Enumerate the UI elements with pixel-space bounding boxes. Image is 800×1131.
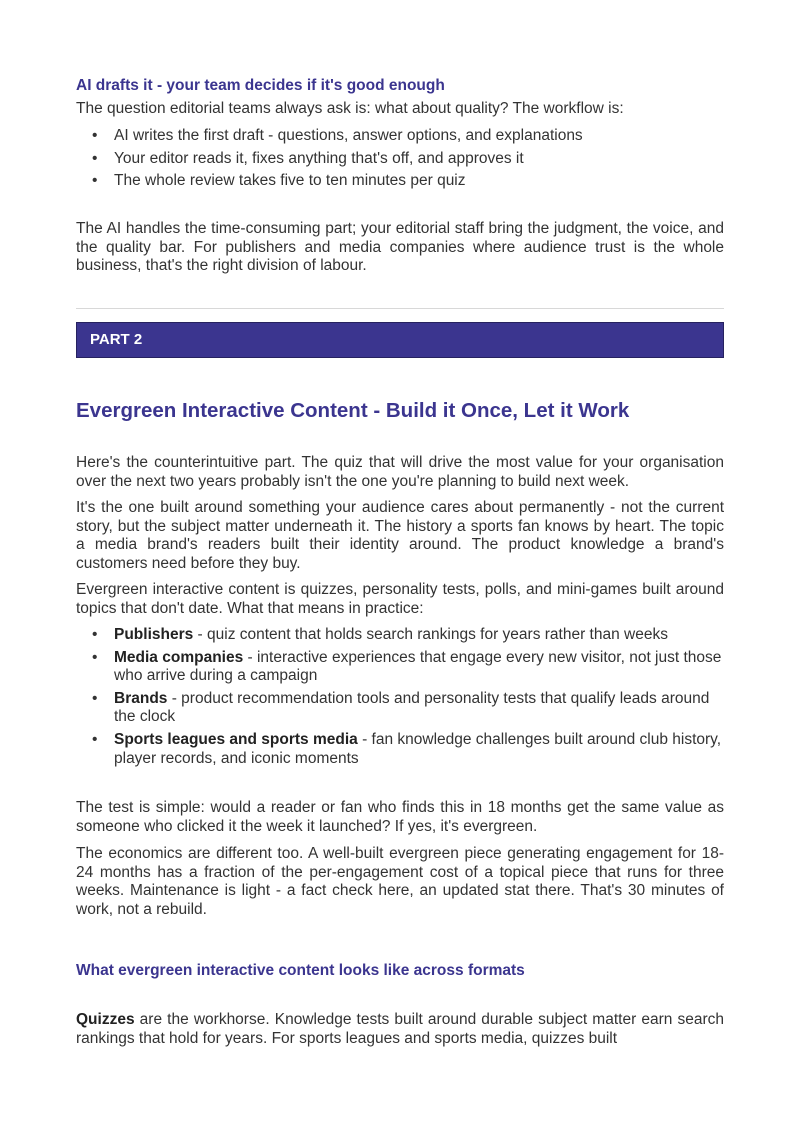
list-item: • AI writes the first draft - questions, answer options, and explanations xyxy=(92,127,583,144)
list-item: • Sports leagues and sports media - fan knowledge challenges built around club history, player records, and iconic moments xyxy=(92,730,722,767)
paragraph: It's the one built around something your audience cares about permanently - not the current story, but the subject matter underneath it. The history a sports fan knows by heart. The topic a media brand's readers built their identity around. The product knowledge a brand's customers need before they buy. xyxy=(76,499,724,572)
list-item: • Media companies - interactive experiences that engage every new visitor, not just those who arrive during a campaign xyxy=(92,648,722,685)
bullet-icon: • xyxy=(92,149,98,167)
section-divider xyxy=(76,308,724,309)
paragraph: Quizzes are the workhorse. Knowledge tests built around durable subject matter earn search rankings that hold for years. For sports leagues and sports media, quizzes built xyxy=(76,1011,724,1047)
part-label: PART 2 xyxy=(90,331,143,348)
bullet-icon: • xyxy=(92,626,98,643)
section-heading-ai-drafts: AI drafts it - your team decides if it's good enough xyxy=(76,77,445,94)
section-heading-formats: What evergreen interactive content looks like across formats xyxy=(76,962,525,979)
bullet-icon: • xyxy=(92,730,98,748)
part-banner xyxy=(76,322,724,358)
list-item: • Your editor reads it, fixes anything that's off, and approves it xyxy=(92,149,524,167)
paragraph: The test is simple: would a reader or fan who finds this in 18 months get the same value as someone who clicked it the week it launched? If yes, it's evergreen. xyxy=(76,799,724,835)
bullet-icon: • xyxy=(92,689,98,707)
audience-list xyxy=(76,626,724,768)
paragraph-closing: The AI handles the time-consuming part; your editorial staff bring the judgment, the voice, and the quality bar. For publishers and media companies where audience trust is the whole business, that's the right division of labour. xyxy=(76,220,724,275)
paragraph: Here's the counterintuitive part. The quiz that will drive the most value for your organisation over the next two years probably isn't the one you're planning to build next week. xyxy=(76,454,724,490)
paragraph: Evergreen interactive content is quizzes, personality tests, polls, and mini-games built around topics that don't date. What that means in practice: xyxy=(76,581,724,617)
paragraph-intro: The question editorial teams always ask is: what about quality? The workflow is: xyxy=(76,100,624,117)
workflow-list xyxy=(76,127,724,191)
list-item: • The whole review takes five to ten minutes per quiz xyxy=(92,172,466,190)
bullet-icon: • xyxy=(92,648,98,666)
bullet-icon: • xyxy=(92,172,98,190)
page-title: Evergreen Interactive Content - Build it Once, Let it Work xyxy=(76,399,630,422)
paragraph: The economics are different too. A well-built evergreen piece generating engagement for 18-24 months has a fraction of the per-engagement cost of a topical piece that runs for three weeks. Maintenance is light - a fact check here, an updated stat there. That's 30 minutes of work, not a rebuild. xyxy=(76,845,724,918)
bullet-icon: • xyxy=(92,127,98,144)
list-item: • Brands - product recommendation tools and personality tests that qualify leads around the clock xyxy=(92,689,710,726)
list-item: • Publishers - quiz content that holds search rankings for years rather than weeks xyxy=(92,626,668,643)
